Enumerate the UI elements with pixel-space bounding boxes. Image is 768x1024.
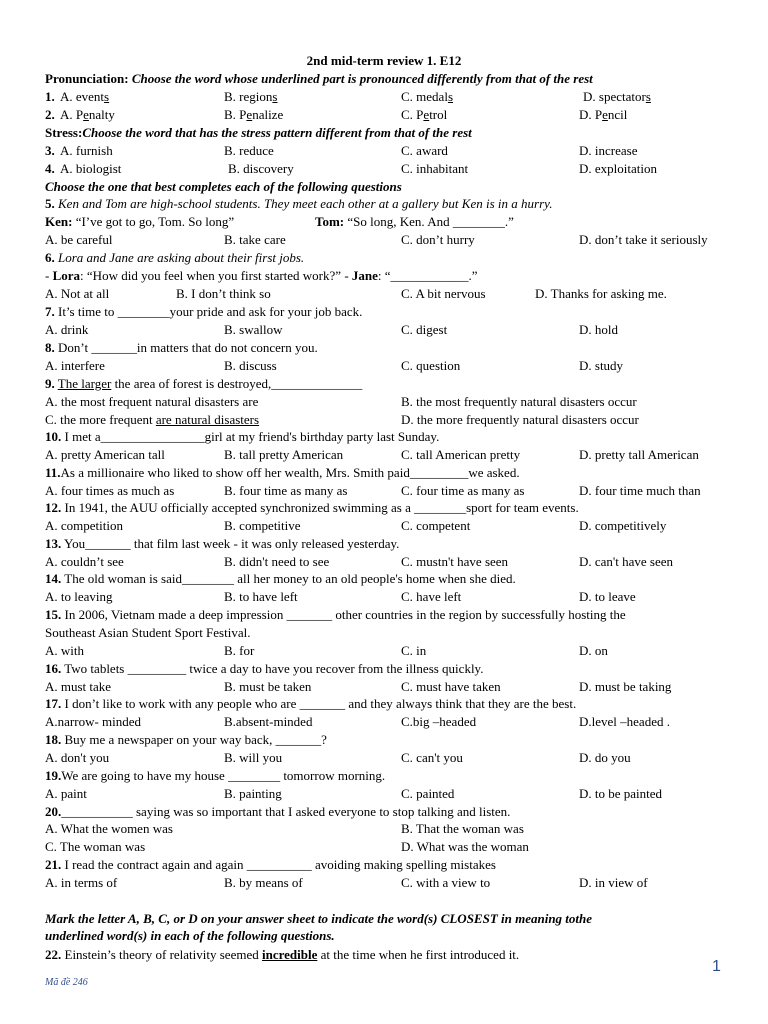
option-b[interactable]: B. didn't need to see: [224, 554, 330, 569]
question-number: 1.: [45, 89, 55, 104]
option-d[interactable]: D. to leave: [579, 589, 636, 604]
option-b[interactable]: B. I don’t think so: [176, 286, 271, 301]
option-b[interactable]: B. painting: [224, 786, 282, 801]
option-c[interactable]: C. Petrol: [401, 107, 448, 122]
option-d[interactable]: D. on: [579, 643, 608, 658]
pronunciation-instruction: Choose the word whose underlined part is pronounced differently from that of the rest: [128, 71, 593, 86]
option-b[interactable]: B. regions: [224, 89, 278, 104]
option-d[interactable]: D. to be painted: [579, 786, 663, 801]
option-c[interactable]: C. four time as many as: [401, 483, 525, 498]
option-c[interactable]: C. don’t hurry: [401, 232, 475, 247]
option-c[interactable]: C. mustn't have seen: [401, 554, 509, 569]
option-b[interactable]: B. by means of: [224, 875, 303, 890]
question-stem: 8. Don’t _______in matters that do not concern you.: [45, 340, 318, 355]
option-c[interactable]: C. in: [401, 643, 427, 658]
option-b[interactable]: B. discovery: [228, 161, 294, 176]
question-context: 5. Ken and Tom are high-school students. They meet each other at a gallery but Ken is in a hurry.: [45, 196, 553, 211]
page-number: 1: [712, 958, 721, 975]
option-c[interactable]: C. medals: [401, 89, 453, 104]
option-b[interactable]: B. discuss: [224, 358, 277, 373]
option-c[interactable]: C. A bit nervous: [401, 286, 486, 301]
stress-instruction: Choose the word that has the stress pattern different from that of the rest: [82, 125, 472, 140]
option-c[interactable]: C. The woman was: [45, 839, 146, 854]
option-d[interactable]: D. do you: [579, 750, 631, 765]
closest-instruction-line-1: Mark the letter A, B, C, or D on your answer sheet to indicate the word(s) CLOSEST in meaning tothe: [45, 911, 593, 926]
question-number: 2.: [45, 107, 55, 122]
option-c[interactable]: C. painted: [401, 786, 455, 801]
option-c[interactable]: C. inhabitant: [401, 161, 469, 176]
option-c[interactable]: C. award: [401, 143, 448, 158]
question-stem-continued: Southeast Asian Student Sport Festival.: [45, 625, 251, 640]
exam-code: Mã đề 246: [45, 977, 88, 988]
option-a[interactable]: A. Not at all: [45, 286, 110, 301]
question-stem: 17. I don’t like to work with any people who are _______ and they always think that they are the best.: [45, 696, 577, 711]
question-stem: 13. You_______ that film last week - it was only released yesterday.: [45, 536, 400, 551]
option-b[interactable]: B. reduce: [224, 143, 274, 158]
question-stem: 19.We are going to have my house ________ tomorrow morning.: [45, 768, 386, 783]
option-a[interactable]: A. don't you: [45, 750, 110, 765]
option-a[interactable]: A. paint: [45, 786, 87, 801]
stress-heading: [45, 124, 472, 141]
question-stem: 22. Einstein’s theory of relativity seemed incredible at the time when he first introduced it.: [45, 947, 520, 962]
option-c[interactable]: C. must have taken: [401, 679, 501, 694]
option-b[interactable]: B. four time as many as: [224, 483, 348, 498]
option-a[interactable]: A. furnish: [60, 143, 113, 158]
option-b[interactable]: B. to have left: [224, 589, 298, 604]
option-a[interactable]: A. in terms of: [45, 875, 118, 890]
option-a[interactable]: A. biologist: [60, 161, 122, 176]
option-d[interactable]: D. What was the woman: [401, 839, 529, 854]
dialogue-lora: - Lora: “How did you feel when you first started work?” - Jane: “____________.”: [45, 268, 478, 283]
option-a[interactable]: A. be careful: [45, 232, 113, 247]
option-c[interactable]: C.big –headed: [401, 714, 477, 729]
option-a[interactable]: A. the most frequent natural disasters are: [45, 394, 259, 409]
option-a[interactable]: A. must take: [45, 679, 112, 694]
option-b[interactable]: B. take care: [224, 232, 286, 247]
option-d[interactable]: D. can't have seen: [579, 554, 674, 569]
option-b[interactable]: B. tall pretty American: [224, 447, 344, 462]
option-d[interactable]: D. Thanks for asking me.: [535, 286, 667, 301]
dialogue-ken: Ken: “I’ve got to go, Tom. So long”: [45, 214, 235, 229]
completion-instruction: Choose the one that best completes each of the following questions: [45, 179, 402, 194]
question-stem: 10. I met a________________girl at my friend's birthday party last Sunday.: [45, 429, 440, 444]
option-a[interactable]: A. Penalty: [60, 107, 115, 122]
option-d[interactable]: D. in view of: [579, 875, 648, 890]
option-c[interactable]: C. with a view to: [401, 875, 491, 890]
pronunciation-label: Pronunciation:: [45, 71, 129, 86]
option-a[interactable]: A. events: [60, 89, 110, 104]
option-a[interactable]: A. four times as much as: [45, 483, 175, 498]
question-number: 3.: [45, 143, 55, 158]
option-d[interactable]: D. competitively: [579, 518, 667, 533]
question-stem: 9. The larger the area of forest is destroyed,______________: [45, 376, 363, 391]
option-c[interactable]: C. tall American pretty: [401, 447, 521, 462]
question-stem: 15. In 2006, Vietnam made a deep impression _______ other countries in the region by successfully hosting the: [45, 607, 626, 622]
option-c[interactable]: C. question: [401, 358, 461, 373]
option-d[interactable]: D. exploitation: [579, 161, 657, 176]
option-b[interactable]: B. the most frequently natural disasters occur: [401, 394, 637, 409]
option-d[interactable]: D. spectators: [583, 89, 651, 104]
option-a[interactable]: A. couldn’t see: [45, 554, 124, 569]
option-d[interactable]: D. pretty tall American: [579, 447, 699, 462]
question-stem: 21. I read the contract again and again __________ avoiding making spelling mistakes: [45, 857, 496, 872]
option-d[interactable]: D. four time much than: [579, 483, 701, 498]
option-a[interactable]: A. pretty American tall: [45, 447, 165, 462]
option-d[interactable]: D. must be taking: [579, 679, 672, 694]
question-stem: 16. Two tablets _________ twice a day to have you recover from the illness quickly.: [45, 661, 484, 676]
option-c[interactable]: C. can't you: [401, 750, 463, 765]
question-stem: 14. The old woman is said________ all her money to an old people's home when she died.: [45, 571, 516, 586]
option-c[interactable]: C. competent: [401, 518, 471, 533]
option-a[interactable]: A. with: [45, 643, 84, 658]
option-a[interactable]: A. competition: [45, 518, 123, 533]
option-a[interactable]: A. drink: [45, 322, 89, 337]
dialogue-tom: Tom: “So long, Ken. And ________.”: [315, 214, 514, 229]
option-d[interactable]: D. hold: [579, 322, 618, 337]
option-a[interactable]: A.narrow- minded: [45, 714, 142, 729]
question-stem: 11.As a millionaire who liked to show off her wealth, Mrs. Smith paid_________we asked.: [45, 465, 520, 480]
option-b[interactable]: B. competitive: [224, 518, 301, 533]
stress-label: Stress:: [45, 125, 83, 140]
question-stem: 12. In 1941, the AUU officially accepted synchronized swimming as a ________sport for team events.: [45, 500, 579, 515]
option-c[interactable]: C. the more frequent are natural disasters: [45, 412, 260, 427]
option-c[interactable]: C. digest: [401, 322, 448, 337]
question-stem: 20.___________ saying was so important that I asked everyone to stop talking and listen.: [45, 804, 511, 819]
option-b[interactable]: B. will you: [224, 750, 283, 765]
option-a[interactable]: A. What the women was: [45, 821, 173, 836]
question-number: 4.: [45, 161, 55, 176]
option-b[interactable]: B. for: [224, 643, 255, 658]
closest-instruction-line-2: underlined word(s) in each of the following questions.: [45, 928, 335, 943]
option-d[interactable]: D. increase: [579, 143, 638, 158]
option-d[interactable]: D. Pencil: [579, 107, 628, 122]
question-stem: 7. It’s time to ________your pride and ask for your job back.: [45, 304, 363, 319]
pronunciation-heading: [45, 70, 593, 87]
question-stem: 18. Buy me a newspaper on your way back, _______?: [45, 732, 327, 747]
option-d[interactable]: D. the more frequently natural disasters occur: [401, 412, 639, 427]
option-b[interactable]: B. swallow: [224, 322, 283, 337]
option-b[interactable]: B.absent-minded: [224, 714, 313, 729]
option-b[interactable]: B. That the woman was: [401, 821, 524, 836]
option-d[interactable]: D. study: [579, 358, 624, 373]
option-a[interactable]: A. interfere: [45, 358, 105, 373]
page-title: 2nd mid-term review 1. E12: [306, 53, 462, 68]
option-b[interactable]: B. must be taken: [224, 679, 312, 694]
question-context: 6. Lora and Jane are asking about their first jobs.: [45, 250, 305, 265]
option-d[interactable]: D.level –headed .: [579, 714, 670, 729]
option-d[interactable]: D. don’t take it seriously: [579, 232, 708, 247]
option-c[interactable]: C. have left: [401, 589, 462, 604]
option-a[interactable]: A. to leaving: [45, 589, 113, 604]
option-b[interactable]: B. Penalize: [224, 107, 284, 122]
